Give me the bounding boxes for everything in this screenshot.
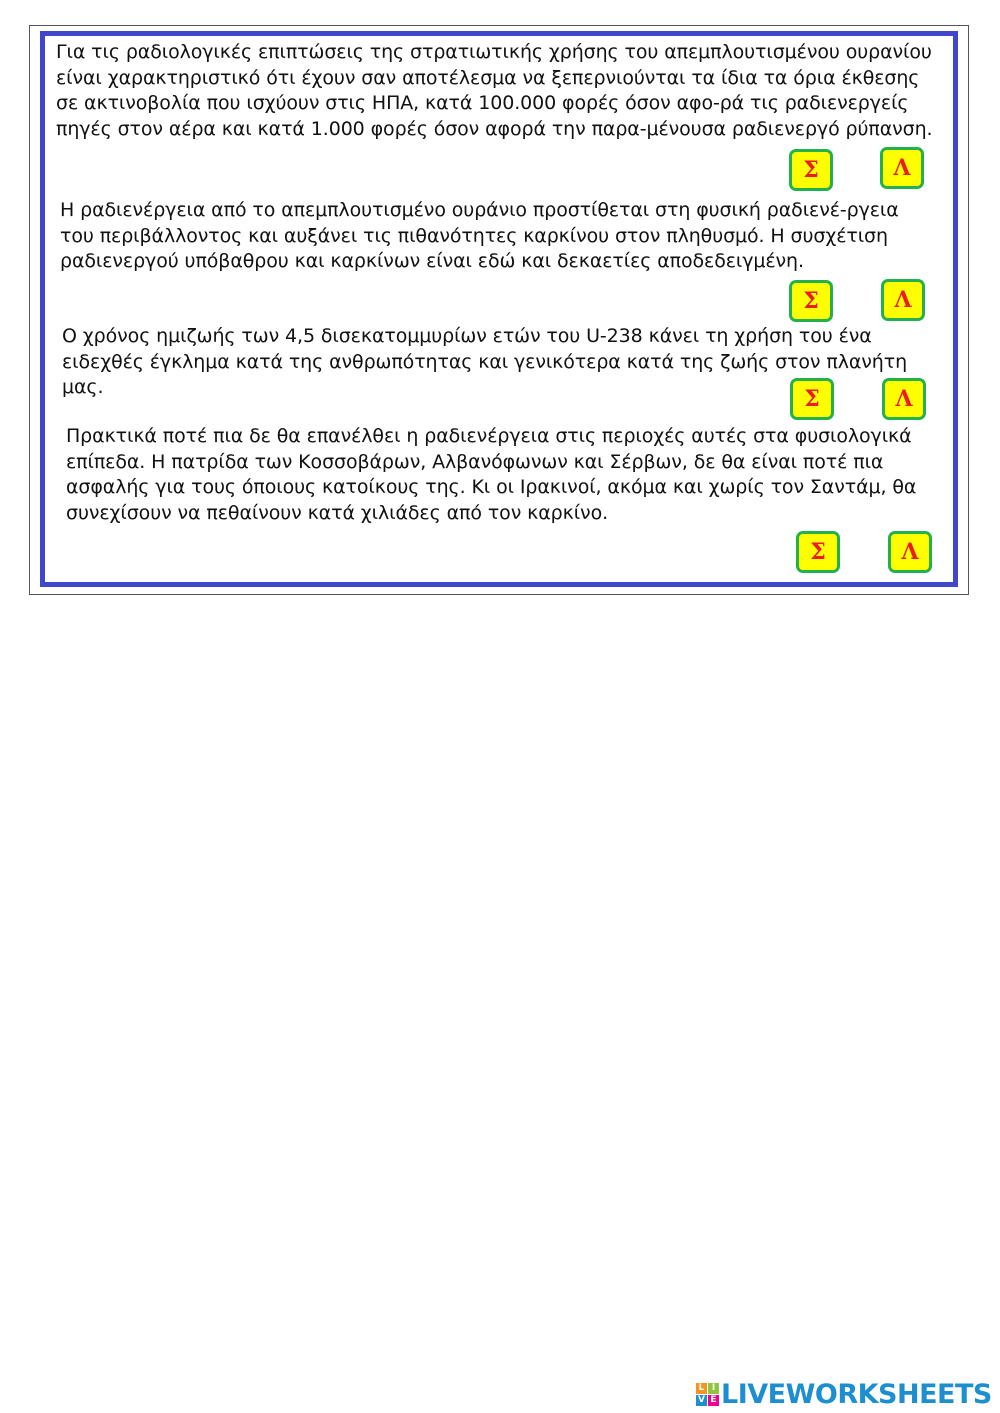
logo-text: LIVEWORKSHEETS bbox=[721, 1378, 992, 1410]
liveworksheets-logo[interactable] bbox=[696, 1376, 992, 1412]
statement-3-text: Ο χρόνος ημιζωής των 4,5 δισεκατομμυρίων ετών του U-238 κάνει τη χρήση του ένα ειδεχθές έγκλημα κατά της ανθρωπότητας και γενικότερα κατά της ζωής στον πλανήτη μας. bbox=[62, 325, 908, 398]
statement-1-false-button[interactable]: Λ bbox=[880, 147, 924, 189]
statement-1-true-button[interactable]: Σ bbox=[789, 149, 833, 191]
statement-3-true-button[interactable]: Σ bbox=[790, 378, 834, 420]
statement-2-false-button[interactable]: Λ bbox=[881, 279, 925, 321]
logo-cell: E bbox=[708, 1395, 719, 1406]
statement-3-false-button[interactable]: Λ bbox=[882, 378, 926, 420]
logo-cell: L bbox=[696, 1383, 707, 1394]
statement-4-false-button[interactable]: Λ bbox=[888, 531, 932, 573]
statement-2-text: Η ραδιενέργεια από το απεμπλουτισμένο ουράνιο προστίθεται στη φυσική ραδιενέ-ργεια του περιβάλλοντος και αυξάνει τις πιθανότητες καρκίνου στον πληθυσμό. Η συσχέτιση ραδιενεργού υπόβαθρου και καρκίνων είναι εδώ και δεκαετίες αποδεδειγμένη. bbox=[60, 199, 899, 272]
logo-cell: V bbox=[696, 1395, 707, 1406]
statement-4-true-button[interactable]: Σ bbox=[796, 531, 840, 573]
statement-2-true-button[interactable]: Σ bbox=[789, 280, 833, 322]
statement-1-text: Για τις ραδιολογικές επιπτώσεις της στρατιωτικής χρήσης του απεμπλουτισμένου ουρανίου είναι χαρακτηριστικό ότι έχουν σαν αποτέλεσμα να ξεπερνιούνται τα ίδια τα όρια έκθεσης σε ακτινοβολία που ισχύουν στις ΗΠΑ, κατά 100.000 φορές όσον αφο-ρά τις ραδιενεργείς πηγές στον αέρα και κατά 1.000 φορές όσον αφορά την παρα-μένουσα ραδιενεργό ρύπανση. bbox=[56, 41, 933, 140]
logo-mark-icon bbox=[696, 1383, 719, 1406]
logo-cell: I bbox=[708, 1383, 719, 1394]
statement-4-text: Πρακτικά ποτέ πια δε θα επανέλθει η ραδιενέργεια στις περιοχές αυτές στα φυσιολογικά επίπεδα. Η πατρίδα των Κοσσοβάρων, Αλβανόφωνων και Σέρβων, δε θα είναι ποτέ πια ασφαλής για τους όποιους κατοίκους της. Κι οι Ιρακινοί, ακόμα και χωρίς τον Σαντάμ, θα συνεχίσουν να πεθαίνουν κατά χιλιάδες από τον καρκίνο. bbox=[66, 425, 917, 524]
